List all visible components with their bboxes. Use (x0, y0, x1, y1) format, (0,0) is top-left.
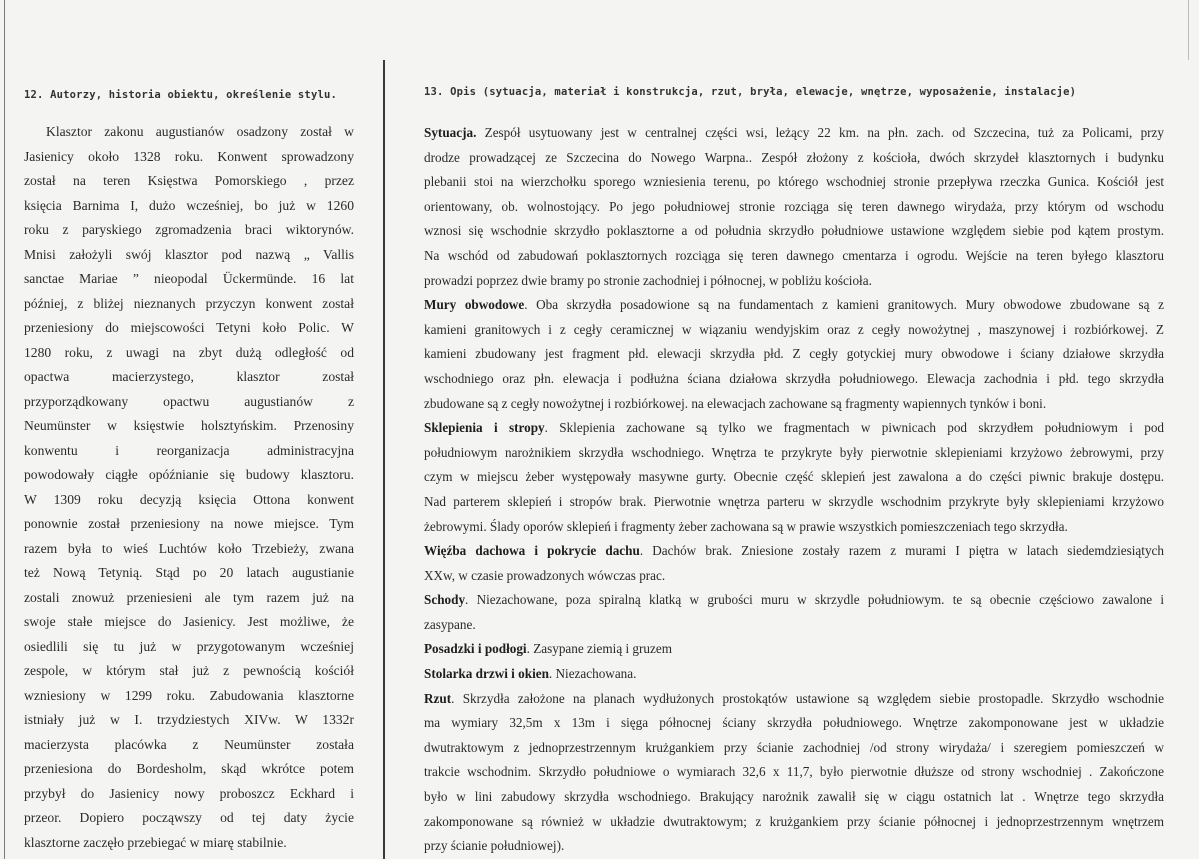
subsection-title: Sklepienia i stropy (424, 420, 545, 436)
subsection-title: Mury obwodowe (424, 297, 525, 313)
description-line (424, 367, 1164, 392)
description-text-run: południowym narożnikiem skrzydła wschodniego. Wnętrza te przykryte były pierwotnie sklepieniami krzyżowo żebrowymi, przy (424, 444, 1164, 460)
description-line (424, 146, 1164, 171)
description-line (424, 637, 1164, 662)
history-line: wzniesiony w 1299 roku. Zabudowania klasztorne (24, 687, 354, 703)
history-line: W 1309 roku decyzją księcia Ottona konwent (24, 491, 354, 507)
description-text-run: orientowany, ob. wolnostojący. Po jego południowej stronie rozciąga się teren dawnego wirydaża, przy którym od wschodu (424, 198, 1164, 214)
section-12-history (24, 89, 354, 855)
description-text-run: było w lini zabudowy skrzydła wschodniego. Brakujący narożnik zawalił się w ciągu ostatnich lat . Wnętrze tego skrzydła (424, 789, 1164, 805)
history-line: księcia Barnima I, dużo wcześniej, bo już w 1260 (24, 197, 354, 213)
column-divider (383, 60, 385, 859)
history-line: też Nową Tetynią. Stąd po 20 latach augustianie (24, 565, 354, 580)
description-line (424, 687, 1164, 712)
description-line (424, 318, 1164, 343)
section-13-heading: 13. Opis (sytuacja, materiał i konstrukcja, rzut, bryła, elewacje, wnętrze, wyposażenie, instalacje) (424, 86, 1077, 98)
description-text-run: drodze prowadzącej ze Szczecina do Nowego Warpna.. Zespół złożony z kościoła, dwóch skrzydeł klasztornych i budynku (424, 149, 1164, 165)
description-line (424, 342, 1164, 367)
history-line: razem była to wieś Luchtów koło Trzebieży, zwana (24, 540, 354, 556)
description-text-run: dwutraktowym z jednoprzestrzennym krużgankiem przy ścianie zachodniej /od strony wirydaża/ i szeregiem pomieszczeń w (424, 739, 1164, 755)
subsection-title: Sytuacja. (424, 125, 477, 140)
history-line: zostali znowuż przeniesieni ale tym razem już na (24, 589, 354, 605)
description-text-run: . Dachów brak. Zniesione zostały razem z murami I piętra w latach siedemdziesiątych (639, 543, 1164, 559)
history-line: macierzysta placówka z Neumünster została (24, 736, 354, 752)
description-text-run: . Zasypane ziemią i gruzem (526, 641, 672, 657)
description-line (424, 785, 1164, 810)
description-line (424, 244, 1164, 269)
description-text-run: przy ścianie południowej). (424, 838, 565, 854)
history-line: przeor. Dopiero począwszy od tej daty życie (24, 810, 354, 825)
history-line: Mnisi założyli swój klasztor pod nazwą „ Vallis (24, 246, 354, 262)
scan-edge-line-right (1188, 0, 1189, 60)
description-text-run: . Niezachowana. (548, 666, 637, 682)
description-line (424, 834, 1164, 859)
section-12-heading: 12. Autorzy, historia obiektu, określenie stylu. (24, 89, 338, 101)
description-text-run: czym w miejscu żeber występowały masywne gurty. Obecnie część sklepień jest zawalona a do części piwnic brakuje dostępu. (424, 469, 1164, 485)
history-line: swoje stałe miejsce do Jasienicy. Jest możliwe, że (24, 614, 354, 629)
description-line (424, 613, 1164, 638)
description-text-run: zbudowane są z cegły nowożytnej i rozbiórkowej. na elewacjach zachowane są fragmenty wapiennych tynków i boni. (424, 395, 1047, 411)
subsection-title: Schody (424, 592, 466, 608)
history-line: zespole, w którym stał już z pewnością kościół (24, 663, 354, 678)
description-text-run: . Oba skrzydła posadowione są na fundamentach z kamieni granitowych. Mury obwodowe zbudowane są z (524, 297, 1164, 313)
section-13-description (424, 86, 1164, 859)
history-line: sanctae Mariae ” nieopodal Ückermünde. 16 lat (24, 271, 354, 286)
description-text-run: kamieni zbudowany jest fragment płd. elewacji skrzydła płd. Z cegły gotyckiej mury obwodowe i ściany działowe skrzydła (424, 346, 1164, 362)
description-line (424, 490, 1164, 515)
description-text-run: zasypane. (424, 616, 476, 632)
history-line: konwentu i reorganizacja administracyjna (24, 442, 354, 458)
description-text-run: trakcie wschodnim. Skrzydło południowe o wymiarach 32,6 x 11,7, było pierwotnie dłuższe od strony wschodniej . Zakończone (424, 764, 1164, 780)
history-line: Klasztor zakonu augustianów osadzony został w (46, 124, 354, 139)
history-line: przeniesiony do miejscowości Tetyni koło Polic. W (24, 320, 354, 335)
description-line (424, 121, 1164, 146)
description-text (424, 121, 1164, 859)
description-text-run: XXw, w czasie prowadzonych wówczas prac. (424, 567, 666, 583)
description-line (424, 465, 1164, 490)
description-text-run: ma wymiary 32,5m x 13m i sięga północnej ściany skrzydła południowego. Wnętrze zakomponowane jest w układzie (424, 715, 1164, 731)
description-line (424, 219, 1164, 244)
history-line: opactwa macierzystego, klasztor został (24, 369, 354, 384)
scan-edge-line (4, 0, 5, 859)
description-line (424, 515, 1164, 540)
description-line (424, 195, 1164, 220)
history-line: został na teren Księstwa Pomorskiego , przez (24, 173, 354, 188)
description-text-run: zakomponowane są również w układzie dwutraktowym; z krużgankiem przy ścianie północnej i jednoprzestrzennym wnętrzem (424, 813, 1164, 829)
description-text-run: żebrowymi. Ślady oporów sklepień i fragmenty żeber zachowana są w prawie wszystkich pomieszczeniach tego skrzydła. (424, 518, 1068, 534)
description-line (424, 736, 1164, 761)
subsection-title: Rzut (424, 690, 452, 706)
description-text-run: . Skrzydła założone na planach wydłużonych prostokątów ustawione są względem siebie prostopadle. Skrzydło wschodnie (451, 690, 1164, 706)
history-line: 1280 roku, z uwagi na zbyt dużą odległość od (24, 344, 354, 360)
history-line: Jasienicy około 1328 roku. Konwent sprowadzony (24, 148, 354, 164)
history-line: przeniesiona do Bordesholm, skąd wkrótce potem (24, 761, 354, 776)
subsection-title: Posadzki i podłogi (424, 641, 527, 657)
description-line (424, 441, 1164, 466)
description-text-run: prowadzi poprzez dwie bramy po stronie zachodniej i północnej, w pobliżu kościoła. (424, 272, 872, 288)
description-text-run: . Sklepienia zachowane są tylko we fragmentach w piwnicach pod skrzydłem południowym i pod (544, 420, 1165, 436)
history-line: przyporządkowany opactwu augustianów z (24, 393, 354, 409)
history-line: klasztorne zaczęło przebiegać w miarę stabilnie. (24, 834, 287, 850)
history-line: powodowały ciągłe opóźnianie się budowy klasztoru. (24, 467, 354, 482)
subsection-title: Więźba dachowa i pokrycie dachu (424, 543, 640, 559)
description-text-run: wschodniego oraz płn. elewacja i podłużna ściana działowa skrzydła południowego. Elewacja zachodnia i płd. tego skrzydła (424, 370, 1164, 386)
description-line (424, 269, 1164, 294)
description-text-run: wznosi się wschodnie skrzydło poklasztorne a od południa skrzydło południowe ustawione względem siebie pod kątem prostym. (424, 223, 1164, 239)
description-line (424, 662, 1164, 687)
history-line: osiedlili się tu już w przygotowanym wcześniej (24, 638, 354, 654)
description-line (424, 392, 1164, 417)
history-line: istniały już w I. trzydziestych XIVw. W 1332r (24, 712, 354, 727)
history-paragraph (24, 120, 354, 855)
description-text-run: kamieni granitowych i z cegły ceramicznej w wiązaniu wendyjskim oraz z cegły nowożytnej , maszynowej i rozbiórkowej. Z (424, 321, 1164, 337)
history-line: ponownie został przeniesiony na nowe miejsce. Tym (24, 516, 354, 531)
description-line (424, 810, 1164, 835)
description-line (424, 416, 1164, 441)
description-line (424, 170, 1164, 195)
history-line: przybył do Jasienicy nowy proboszcz Eckhard i (24, 785, 354, 801)
description-line (424, 588, 1164, 613)
description-text-run: plebanii stoi na wierzchołku sporego wzniesienia terenu, po którego wschodniej stronie przepływa rzeczka Gunica. Kościół jest (424, 174, 1164, 190)
description-text-run: Nad parterem sklepień i stropów brak. Pierwotnie wnętrza parteru w skrzydle wschodnim przykryte były sklepieniami krzyżowo (424, 493, 1164, 509)
description-line (424, 539, 1164, 564)
description-line (424, 293, 1164, 318)
description-text-run: . Niezachowane, poza spiralną klatką w grubości muru w skrzydle południowym. te są obecnie częściowo zawalone i (465, 592, 1164, 608)
history-line: później, z bliżej nieznanych przyczyn konwent został (24, 295, 354, 311)
description-line (424, 760, 1164, 785)
description-text-run: Na wschód od zabudowań poklasztornych rozciąga się teren dawnego cmentarza i ogrodu. Wejście na teren byłego klasztoru (424, 247, 1164, 263)
description-line (424, 564, 1164, 589)
description-line (424, 711, 1164, 736)
description-text-run: Zespół usytuowany jest w centralnej części wsi, leżący 22 km. na płn. zach. od Szczecina, tuż za Policami, przy (476, 125, 1164, 140)
subsection-title: Stolarka drzwi i okien (424, 666, 549, 682)
history-line: roku z paryskiego zgromadzenia braci wiktorynów. (24, 222, 354, 237)
history-line: Neumünster w księstwie holsztyńskim. Przenosiny (24, 418, 354, 433)
